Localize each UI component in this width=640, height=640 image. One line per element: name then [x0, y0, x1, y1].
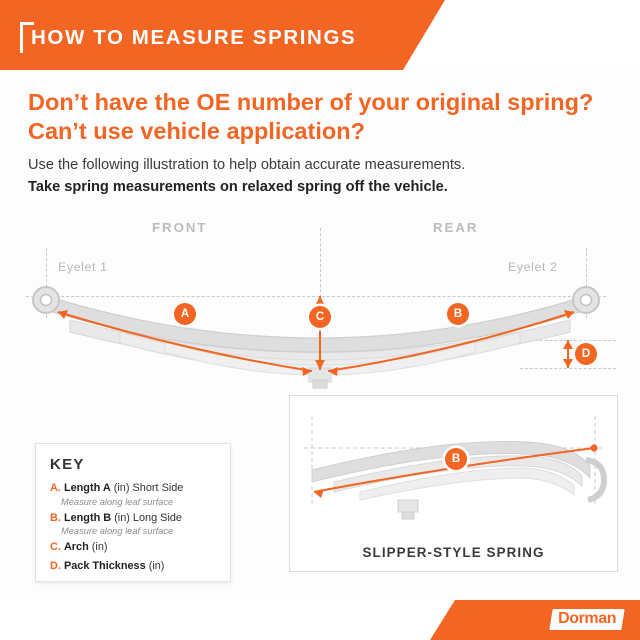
eyelet-2-label: Eyelet 2: [508, 260, 558, 274]
key-unit-a: (in): [113, 482, 130, 494]
footer: [0, 600, 640, 640]
key-unit-b: (in): [114, 511, 130, 524]
footer-orange-banner: [0, 600, 640, 640]
key-item-a: [50, 481, 216, 496]
key-label-c: Arch: [63, 541, 89, 554]
badge-c: C: [309, 306, 331, 328]
key-letter-c: C.: [50, 541, 61, 554]
badge-d: D: [575, 343, 597, 365]
key-item-b: [50, 511, 216, 526]
headline: Don’t have the OE number of your original spring? Can’t use vehicle application?: [28, 89, 594, 145]
key-letter-a: A.: [50, 482, 61, 494]
key-side-a: Short Side: [132, 482, 184, 494]
key-side-b: Long Side: [132, 511, 182, 524]
page-title: HOW TO MEASURE SPRINGS: [31, 26, 357, 49]
eyelet-1-label: Eyelet 1: [58, 260, 108, 274]
key-letter-d: D.: [50, 560, 61, 573]
rear-label: REAR: [433, 220, 479, 235]
key-letter-b: B.: [50, 511, 61, 524]
key-label-b: Length B: [63, 511, 112, 524]
subtext-line-1: Use the following illustration to help obtain accurate measurements.: [28, 157, 466, 173]
key-label-d: Pack Thickness: [63, 560, 146, 573]
badge-a: A: [174, 303, 196, 325]
key-item-d: [50, 559, 216, 574]
dorman-logo-text: Dorman: [558, 610, 617, 627]
key-unit-d: (in): [148, 560, 165, 573]
key-unit-c: (in): [91, 541, 108, 554]
key-note-b: Measure along leaf surface: [61, 526, 174, 537]
key-title: KEY: [50, 456, 85, 473]
key-legend-box: [35, 443, 231, 582]
dorman-logo: [549, 609, 624, 630]
badge-b-slipper: B: [445, 448, 467, 470]
subtext-line-2: Take spring measurements on relaxed spring off the vehicle.: [28, 178, 448, 195]
slipper-panel-title: SLIPPER-STYLE SPRING: [362, 545, 545, 560]
key-label-a: Length A: [63, 482, 111, 494]
subtext-block: [28, 155, 618, 199]
slipper-style-panel: [289, 395, 618, 572]
badge-b: B: [447, 303, 469, 325]
key-note-a: Measure along leaf surface: [61, 496, 174, 507]
front-label: FRONT: [152, 220, 208, 235]
key-item-c: [50, 540, 216, 555]
